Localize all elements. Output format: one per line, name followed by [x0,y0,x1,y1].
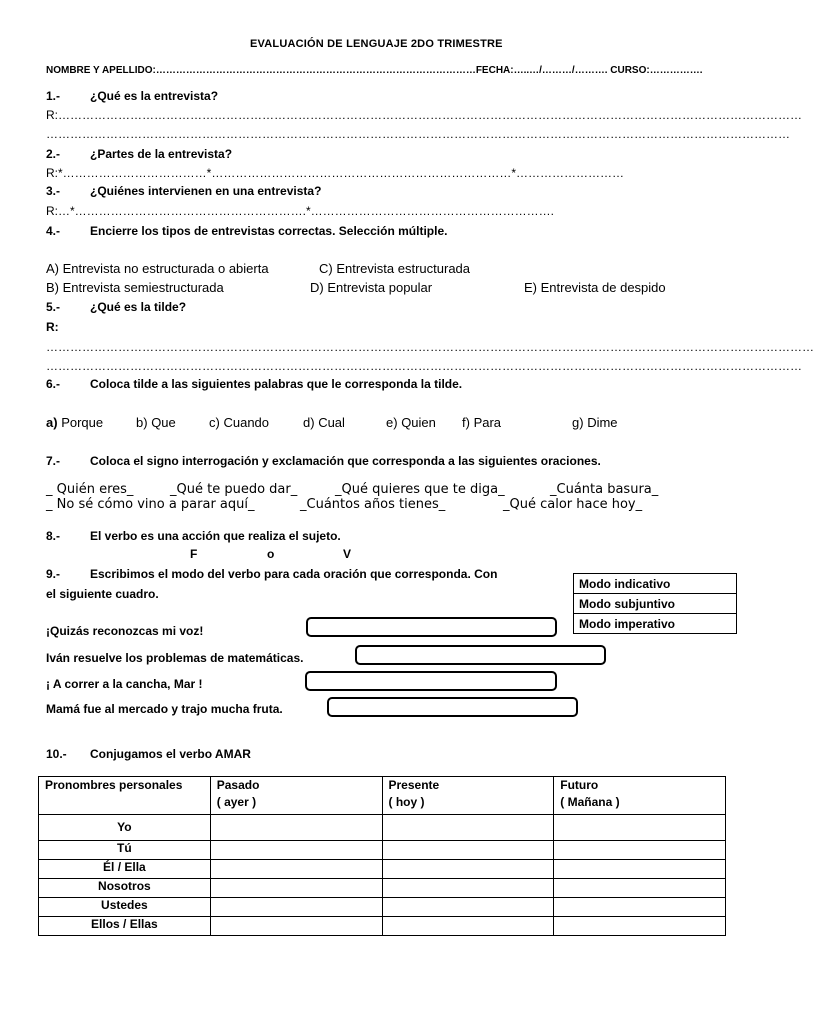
pronoun-ellos-ellas: Ellos / Ellas [39,917,211,936]
page-title: EVALUACIÓN DE LENGUAJE 2DO TRIMESTRE [250,38,503,50]
table-row [39,917,726,936]
q6-word-g[interactable]: g) Dime [572,415,618,430]
q7-sentence-1[interactable]: _ Quién eres_ [46,482,134,497]
q5-number: 5.- [46,300,61,314]
q5-question: ¿Qué es la tilde? [90,300,187,314]
q6-question: Coloca tilde a las siguientes palabras que le corresponda la tilde. [90,377,463,391]
q4-number: 4.- [46,224,61,238]
q10-number: 10.- [46,747,67,761]
q6-word-a[interactable]: a) Porque [46,415,104,430]
table-row [39,860,726,879]
q7-question: Coloca el signo interrogación y exclamación que corresponda a las siguientes oraciones. [90,454,601,468]
q3-number: 3.- [46,184,61,198]
q3-answer-line[interactable]: R:…*………………………………………………….*……………………………………………………. [46,204,555,218]
pronoun-nosotros: Nosotros [39,879,211,898]
q9-question-line-2: el siguiente cuadro. [46,587,159,601]
cell-ellos-past[interactable] [210,917,382,936]
cell-tu-future[interactable] [554,841,726,860]
q9-sentence-1: ¡Quizás reconozcas mi voz! [46,624,204,638]
header-future: Futuro ( Mañana ) [554,777,726,815]
header-present: Presente ( hoy ) [382,777,554,815]
q6-word-b[interactable]: b) Que [136,415,176,430]
q9-number: 9.- [46,567,61,581]
table-row [39,815,726,841]
cell-el-past[interactable] [210,860,382,879]
q5-answer-line[interactable]: ………………………………………………………………………………………………………………………………………………………………………… [46,340,814,354]
q4-option-a[interactable]: A) Entrevista no estructurada o abierta [46,261,269,276]
cell-el-present[interactable] [382,860,554,879]
q6-word-c[interactable]: c) Cuando [209,415,270,430]
cell-ellos-present[interactable] [382,917,554,936]
q9-sentence-3: ¡ A correr a la cancha, Mar ! [46,677,203,691]
q4-option-e[interactable]: E) Entrevista de despido [524,280,666,295]
q1-answer-line[interactable]: R:…………………………………………………………………………………………………………………………………………………………………… [46,108,802,122]
mode-imperative: Modo imperativo [574,614,737,634]
cell-yo-past[interactable] [210,815,382,841]
table-row [39,898,726,917]
q7-number: 7.- [46,454,61,468]
q6-word-f[interactable]: f) Para [462,415,502,430]
q9-answer-box-4[interactable] [327,697,578,717]
q5-answer-line-2[interactable]: ……………………………………………………………………………………………………………………………………………………………………… [46,359,802,373]
q8-number: 8.- [46,529,61,543]
q8-choice-true[interactable]: V [343,547,352,561]
q6-number: 6.- [46,377,61,391]
pronoun-yo: Yo [39,815,211,841]
q7-sentence-4[interactable]: _Cuánta basura_ [550,482,659,497]
conjugation-table [38,776,726,936]
cell-tu-past[interactable] [210,841,382,860]
pronoun-tu: Tú [39,841,211,860]
q8-question: El verbo es una acción que realiza el sujeto. [90,529,341,543]
q9-answer-box-3[interactable] [305,671,557,691]
q9-sentence-2: Iván resuelve los problemas de matemáticas. [46,651,304,665]
table-row [39,879,726,898]
q7-sentence-7[interactable]: _Qué calor hace hoy_ [503,497,643,512]
q5-answer-label: R: [46,320,59,334]
q7-sentence-2[interactable]: _Qué te puedo dar_ [170,482,298,497]
header-pronouns: Pronombres personales [39,777,211,815]
q9-answer-box-1[interactable] [306,617,557,637]
q9-sentence-4: Mamá fue al mercado y trajo mucha fruta. [46,702,283,716]
q9-answer-box-2[interactable] [355,645,606,665]
cell-yo-present[interactable] [382,815,554,841]
cell-ustedes-past[interactable] [210,898,382,917]
q7-sentence-5[interactable]: _ No sé cómo vino a parar aquí_ [46,497,255,512]
q6-word-d[interactable]: d) Cual [303,415,345,430]
q4-option-d[interactable]: D) Entrevista popular [310,280,433,295]
verb-mode-table [573,573,737,634]
q4-option-b[interactable]: B) Entrevista semiestructurada [46,280,224,295]
q4-question: Encierre los tipos de entrevistas correctas. Selección múltiple. [90,224,448,238]
cell-ustedes-future[interactable] [554,898,726,917]
cell-yo-future[interactable] [554,815,726,841]
q7-sentence-6[interactable]: _Cuántos años tienes_ [300,497,446,512]
student-info-line[interactable]: NOMBRE Y APELLIDO:……………………………………………………………………………………FECHA:…..…/………/………. CURSO:……………. [46,65,703,76]
cell-ellos-future[interactable] [554,917,726,936]
q2-number: 2.- [46,147,61,161]
pronoun-ustedes: Ustedes [39,898,211,917]
table-row [39,841,726,860]
cell-nosotros-future[interactable] [554,879,726,898]
q1-answer-line-2[interactable]: …………………………………………………………………………………………………………………………………………………………………… [46,127,790,141]
pronoun-el-ella: Él / Ella [39,860,211,879]
cell-tu-present[interactable] [382,841,554,860]
q2-question: ¿Partes de la entrevista? [90,147,233,161]
q2-answer-line[interactable]: R:*………………………………*…………………………………………………………………*……………………… [46,166,625,180]
cell-nosotros-present[interactable] [382,879,554,898]
q1-number: 1.- [46,89,61,103]
cell-el-future[interactable] [554,860,726,879]
q9-question: Escribimos el modo del verbo para cada oración que corresponda. Con [90,567,498,581]
header-past: Pasado ( ayer ) [210,777,382,815]
cell-nosotros-past[interactable] [210,879,382,898]
q1-question: ¿Qué es la entrevista? [90,89,219,103]
q4-option-c[interactable]: C) Entrevista estructurada [319,261,471,276]
q10-question: Conjugamos el verbo AMAR [90,747,251,761]
q8-choice-false[interactable]: F [190,547,198,561]
cell-ustedes-present[interactable] [382,898,554,917]
q7-sentence-3[interactable]: _Qué quieres que te diga_ [335,482,505,497]
mode-subjunctive: Modo subjuntivo [574,594,737,614]
q8-choice-or: o [267,547,275,561]
q6-word-e[interactable]: e) Quien [386,415,436,430]
mode-indicative: Modo indicativo [574,574,737,594]
q3-question: ¿Quiénes intervienen en una entrevista? [90,184,322,198]
